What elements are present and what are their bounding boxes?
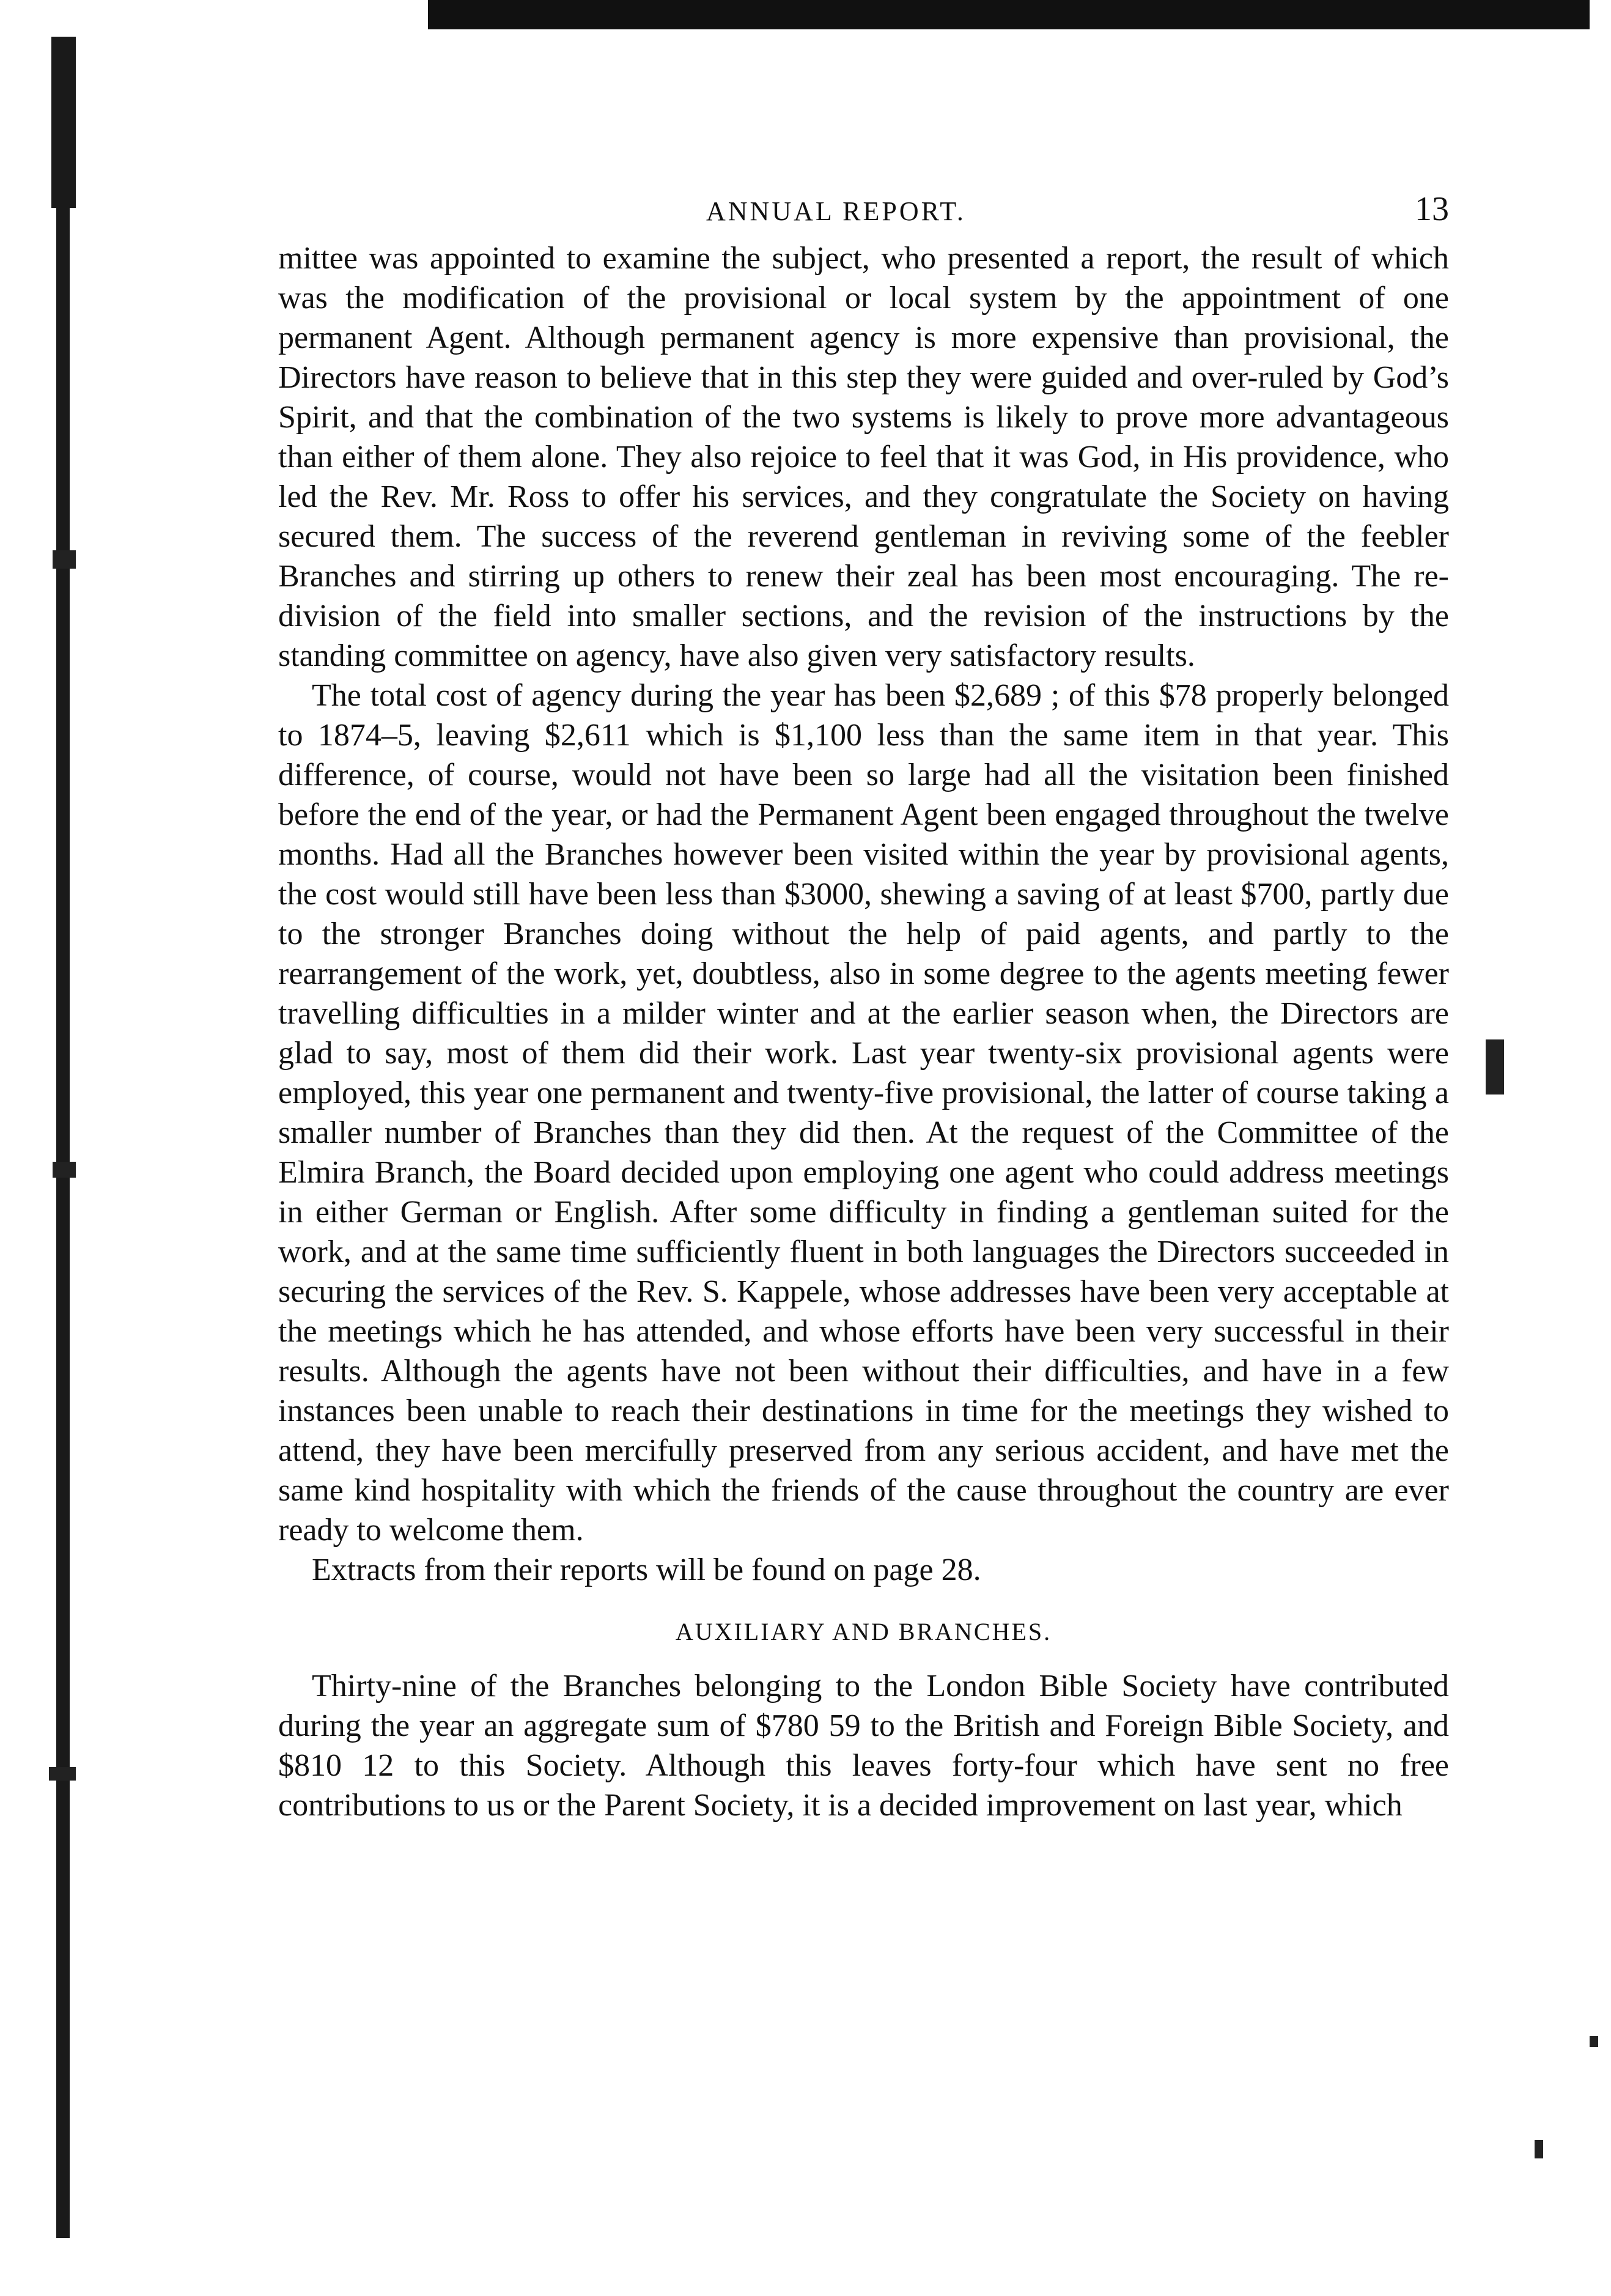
running-head: ANNUAL REPORT. (706, 196, 966, 226)
page-header (278, 183, 1449, 238)
section-heading: AUXILIARY AND BRANCHES. (675, 1618, 1052, 1645)
scan-top-rule (428, 0, 1590, 29)
scan-binding-edge (56, 37, 70, 2238)
paragraph-continued: mittee was appointed to examine the subject, who presented a report, the result of which was the modification of the provisional or local system by the appointment of one permanent Agent. Although permanent agency is more expensive than provisional, the Directors have reason to believe that in this step they were guided and over-ruled by God’s Spirit, and that the combination of the two systems is likely to prove more advantageous than either of them alone. They also rejoice to feel that it was God, in His providence, who led the Rev. Mr. Ross to offer his services, and they congratulate the Society on having secured them. The success of the reverend gentleman in reviving some of the feebler Branches and stirring up others to renew their zeal has been most encouraging. The re-division of the field into smaller sections, and the revision of the instructions by the standing committee on agency, have also given very satisfactory results. (278, 241, 1449, 673)
paragraph-agency-cost: The total cost of agency during the year has been $2,689 ; of this $78 properly belonged to 1874–5, leaving $2,611 which is $1,100 less than the same item in that year. This difference, of course, would not have been so large had all the visitation been finished before the end of the year, or had the Permanent Agent been engaged throughout the twelve months. Had all the Branches however been visited within the year by provisional agents, the cost would still have been less than $3000, shewing a saving of at least $700, partly due to the stronger Branches doing without the help of paid agents, and partly to the rearrangement of the work, yet, doubtless, also in some degree to the agents meeting fewer travelling difficulties in a milder winter and at the earlier season when, the Directors are glad to say, most of them did their work. Last year twenty-six provisional agents were employed, this year one permanent and twenty-five provisional, the latter of course taking a smaller number of Branches than they did then. At the request of the Committee of the Elmira Branch, the Board decided upon employing one agent who could address meetings in either German or English. After some difficulty in finding a gentleman suited for the work, and at the same time sufficiently fluent in both languages the Directors succeeded in securing the services of the Rev. S. Kappele, whose addresses have been very acceptable at the meetings which he has attended, and whose efforts have been very successful in their results. Although the agents have not been without their difficulties, and have in a few instances been unable to reach their destinations in time for the meetings they wished to attend, they have been mercifully preserved from any serious accident, and have met the same kind hospitality with which the friends of the cause throughout the country are ever ready to welcome them. (278, 678, 1449, 1548)
page-number: 13 (1415, 190, 1449, 228)
paragraph-extracts: Extracts from their reports will be found on page 28. (312, 1552, 981, 1587)
scan-speck (53, 1162, 76, 1178)
document-page (278, 183, 1449, 1825)
scan-speck (1535, 2140, 1543, 2158)
scan-speck (1486, 1039, 1504, 1094)
scan-speck (49, 1767, 76, 1781)
body-text (278, 238, 1449, 1825)
scan-speck (1590, 2036, 1598, 2047)
paragraph-branches: Thirty-nine of the Branches belonging to the London Bible Society have contributed during the year an aggregate sum of $780 59 to the British and Foreign Bible Society, and $810 12 to this Society. Although this leaves forty-four which have sent no free contributions to us or the Parent Society, it is a decided improvement on last year, which (278, 1669, 1449, 1823)
scan-speck (53, 550, 76, 569)
